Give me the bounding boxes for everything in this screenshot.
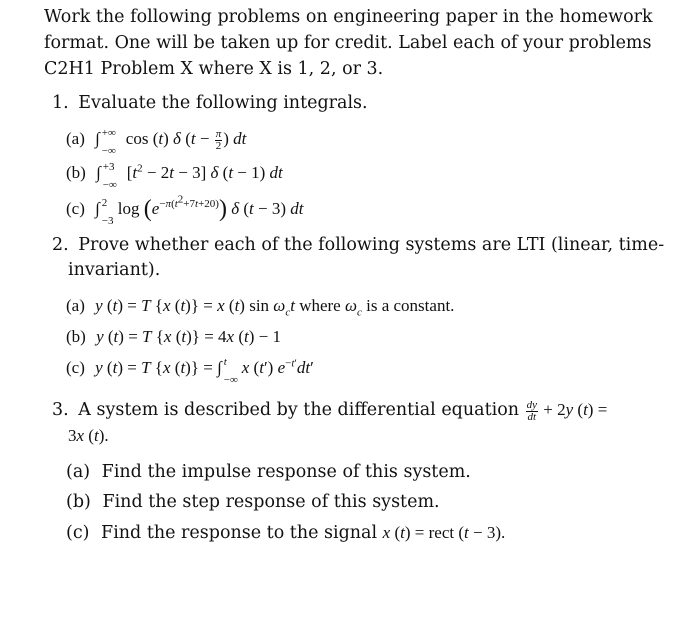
problem-3c-text: Find the response to the signal <box>101 523 378 543</box>
problem-3b-label: (b) <box>66 492 91 512</box>
problem-2b-expression: y (t) = T {x (t)} = 4x (t) − 1 <box>96 327 281 346</box>
intro-line-2: format. One will be taken up for credit. Label each of your problems <box>44 33 652 53</box>
intro-line-1: Work the following problems on engineering paper in the homework <box>44 7 653 27</box>
problem-1c <box>66 193 304 228</box>
problem-1b <box>66 161 283 192</box>
problem-3-header <box>52 399 607 423</box>
problem-1b-expression: ∫ +3 −∞ $[t^2 - 2t - 3]$ δ (t − 1) dt <box>96 161 283 192</box>
problem-1-number: 1. <box>52 93 69 113</box>
problem-1-title: Evaluate the following integrals. <box>78 93 368 113</box>
problem-2c-label: (c) <box>66 358 85 377</box>
problem-2a <box>66 295 454 317</box>
intro-line-3: C2H1 Problem X where X is 1, 2, or 3. <box>44 59 384 79</box>
problem-1-header <box>52 92 368 114</box>
problem-3c <box>66 522 505 544</box>
problem-2-title-line-1: Prove whether each of the following systems are LTI (linear, time- <box>78 235 665 255</box>
problem-2a-label: (a) <box>66 296 85 315</box>
problem-2-title-line-2: invariant). <box>68 260 161 280</box>
problem-1a-label: (a) <box>66 129 85 148</box>
problem-2c-expression: y (t) = T {x (t)} = ∫ t −∞ x (t′) $e^{-t'}dt'$ <box>95 356 314 387</box>
problem-2a-omega: $\omega_c$ <box>344 296 362 319</box>
problem-3-equation: $\frac{dy}{dt}$ + 2y (t) = <box>526 398 608 423</box>
problem-2b-label: (b) <box>66 327 86 346</box>
problem-3-equation-rhs: 3x (t). <box>68 426 109 445</box>
problem-3a-label: (a) <box>66 462 91 482</box>
problem-2a-constant: is a constant. <box>366 296 455 315</box>
problem-3c-expression: x (t) = rect (t − 3). <box>382 523 506 542</box>
problem-3-number: 3. <box>52 400 69 420</box>
problem-1b-label: (b) <box>66 163 86 182</box>
problem-3b <box>66 491 440 513</box>
problem-1a <box>66 127 247 158</box>
problem-3a-text: Find the impulse response of this system. <box>101 462 471 482</box>
problem-2a-where: where <box>299 296 341 315</box>
problem-3c-label: (c) <box>66 523 90 543</box>
problem-2-header <box>52 234 664 256</box>
problem-1a-expression: ∫ +∞ −∞ cos (t) δ (t − $\frac{\pi}{2}$ ) dt <box>95 127 247 158</box>
problem-2c <box>66 356 314 387</box>
problem-1c-expression: ∫ 2 −3 $\log (e^{-\pi(t^2+7t+20)})$ δ (t − 3) dt <box>95 193 304 228</box>
problem-2-number: 2. <box>52 235 69 255</box>
problem-2a-expression: y (t) = T {x (t)} = x (t) $\sin \omega_ct$ <box>95 296 295 319</box>
problem-1c-label: (c) <box>66 199 85 218</box>
problem-2b <box>66 326 281 348</box>
problem-3a <box>66 461 471 483</box>
problem-3b-text: Find the step response of this system. <box>102 492 440 512</box>
problem-3-title-line-1: A system is described by the differential equation <box>78 400 520 420</box>
